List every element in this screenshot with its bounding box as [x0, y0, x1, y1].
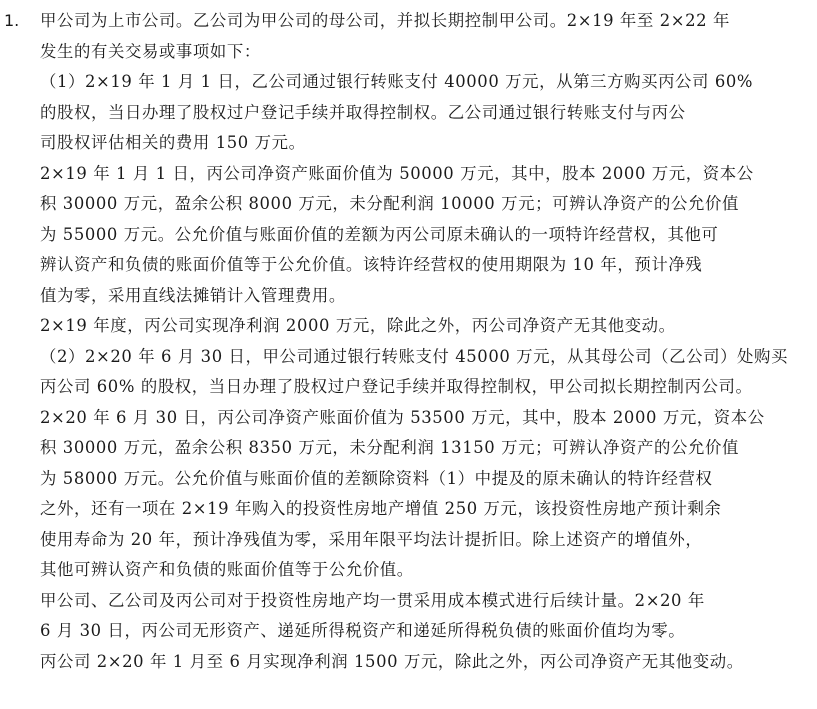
- text-line: 甲公司、乙公司及丙公司对于投资性房地产均一贯采用成本模式进行后续计量。2×20 年: [40, 590, 705, 610]
- text-line: 值为零，采用直线法摊销计入管理费用。: [40, 285, 346, 305]
- text-line: 为 58000 万元。公允价值与账面价值的差额除资料（1）中提及的原未确认的特许经营权: [40, 468, 713, 488]
- text-line: 辨认资产和负债的账面价值等于公允价值。该特许经营权的使用期限为 10 年，预计净残: [40, 255, 703, 274]
- text-line: 发生的有关交易或事项如下：: [40, 41, 261, 61]
- text-line: 积 30000 万元，盈余公积 8350 万元，未分配利润 13150 万元；可辨认净资产的公允价值: [40, 438, 739, 457]
- text-line: 甲公司为上市公司。乙公司为甲公司的母公司，并拟长期控制甲公司。2×19 年至 2×22 年: [40, 11, 730, 30]
- text-line: 2×19 年 1 月 1 日，丙公司净资产账面价值为 50000 万元，其中，股本 2000 万元，资本公: [40, 163, 754, 183]
- text-line: 积 30000 万元，盈余公积 8000 万元，未分配利润 10000 万元；可辨认净资产的公允价值: [40, 194, 739, 213]
- text-line: 2×20 年 6 月 30 日，丙公司净资产账面价值为 53500 万元，其中，股本 2000 万元，资本公: [40, 407, 765, 427]
- text-line: 为 55000 万元。公允价值与账面价值的差额为丙公司原未确认的一项特许经营权，其他可: [40, 224, 719, 244]
- text-line: 的股权，当日办理了股权过户登记手续并取得控制权。乙公司通过银行转账支付与丙公: [40, 102, 686, 122]
- text-line: 丙公司 2×20 年 1 月至 6 月实现净利润 1500 万元，除此之外，丙公司净资产无其他变动。: [40, 651, 744, 671]
- text-line: 丙公司 60% 的股权，当日办理了股权过户登记手续并取得控制权，甲公司拟长期控制丙公司。: [40, 377, 753, 396]
- text-line: （2）2×20 年 6 月 30 日，甲公司通过银行转账支付 45000 万元，从其母公司（乙公司）处购买: [40, 346, 789, 366]
- text-line: 其他可辨认资产和负债的账面价值等于公允价值。: [40, 560, 414, 579]
- text-line: （1）2×19 年 1 月 1 日，乙公司通过银行转账支付 40000 万元，从第三方购买丙公司 60%: [40, 72, 754, 91]
- text-line: 之外，还有一项在 2×19 年购入的投资性房地产增值 250 万元，该投资性房地产预计剩余: [40, 499, 722, 518]
- text-line: 6 月 30 日，丙公司无形资产、递延所得税资产和递延所得税负债的账面价值均为零。: [40, 621, 686, 640]
- text-line: 使用寿命为 20 年，预计净残值为零，采用年限平均法计提折旧。除上述资产的增值外，: [40, 529, 703, 549]
- text-line: 2×19 年度，丙公司实现净利润 2000 万元，除此之外，丙公司净资产无其他变动。: [40, 316, 676, 335]
- text-line: 司股权评估相关的费用 150 万元。: [40, 133, 306, 152]
- question-number: 1.: [4, 11, 20, 30]
